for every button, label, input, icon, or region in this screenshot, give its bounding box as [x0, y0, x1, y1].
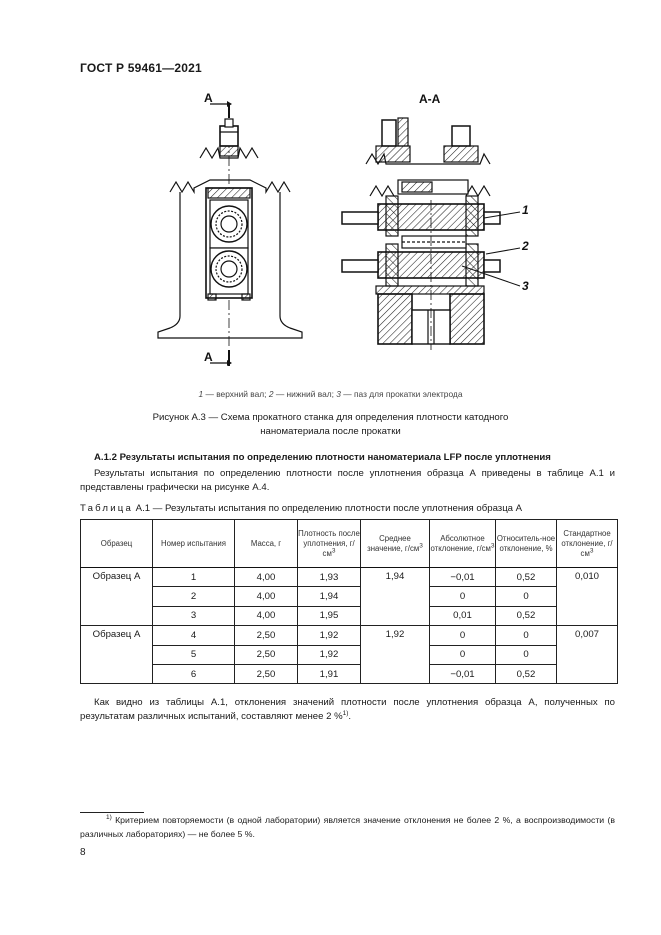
legend-text-2: — нижний вал;: [273, 389, 337, 399]
footnote-text: Критерием повторяемости (в одной лаборатории) является значение отклонения не более 2 %, а воспроизводимости (в различных лабораториях) — не более 5 %.: [80, 815, 615, 839]
sample-cell: Образец А: [81, 626, 153, 684]
figure-caption: Рисунок А.3 — Схема прокатного станка для определения плотности катодного наноматериала после прокатки: [152, 412, 509, 437]
page-number: 8: [80, 847, 86, 858]
section-mark-bottom: A: [204, 350, 213, 364]
density-cell: 1,91: [298, 664, 361, 683]
section-view-label: A-A: [419, 92, 441, 106]
abs-dev-cell: −0,01: [430, 568, 496, 587]
rel-dev-cell: 0,52: [496, 568, 557, 587]
rel-dev-cell: 0,52: [496, 606, 557, 625]
rel-dev-cell: 0,52: [496, 664, 557, 683]
mass-cell: 4,00: [235, 568, 298, 587]
density-cell: 1,92: [298, 645, 361, 664]
abs-dev-cell: 0: [430, 587, 496, 606]
test-number-cell: 6: [153, 664, 235, 683]
legend-num-2: 2: [268, 389, 274, 399]
col-std-dev: Стандартное отклонение, $г/см^3$: [557, 520, 618, 568]
standard-header: ГОСТ Р 59461—2021: [80, 61, 202, 75]
mass-cell: 2,50: [235, 626, 298, 645]
mass-cell: 2,50: [235, 664, 298, 683]
test-number-cell: 3: [153, 606, 235, 625]
col-density: Плотность после уплотнения, $г/см^3$: [298, 520, 361, 568]
results-paragraph: Результаты испытания по определению плотности после уплотнения образца А приведены в таблице А.1 и представлены графически на рисунке А.4.: [80, 468, 615, 493]
mass-cell: 4,00: [235, 606, 298, 625]
table-row: [81, 664, 618, 683]
col-abs-dev: Абсолютное отклонение, $г/см^3$: [430, 520, 496, 568]
col-rel-dev: Относитель-ное отклонение, %: [496, 520, 557, 568]
footnote-mark: 1): [106, 814, 112, 822]
mass-cell: 2,50: [235, 645, 298, 664]
footnote: [80, 814, 615, 841]
std-dev-cell: 0,010: [557, 568, 618, 626]
table-row: [81, 645, 618, 664]
test-number-cell: 2: [153, 587, 235, 606]
col-mean: Среднее значение, $г/см^3$: [361, 520, 430, 568]
test-number-cell: 4: [153, 626, 235, 645]
conclusion-text: Как видно из таблицы А.1, отклонения значений плотности после уплотнения образца А, полученных по результатам различных испытаний, составляют менее 2 %: [80, 697, 615, 722]
table-row: [81, 626, 618, 645]
density-cell: 1,93: [298, 568, 361, 587]
rel-dev-cell: 0: [496, 587, 557, 606]
density-cell: 1,94: [298, 587, 361, 606]
footnote-reference[interactable]: 1): [342, 709, 349, 717]
mean-cell: 1,92: [361, 626, 430, 684]
legend-num-1: 1: [198, 389, 204, 399]
col-sample: Образец: [81, 520, 153, 568]
mean-cell: 1,94: [361, 568, 430, 626]
conclusion-paragraph: [80, 696, 615, 724]
sample-cell: Образец А: [81, 568, 153, 626]
conclusion-end: .: [348, 711, 352, 722]
abs-dev-cell: −0,01: [430, 664, 496, 683]
legend-num-3: 3: [336, 389, 341, 399]
legend-text-1: — верхний вал;: [203, 389, 269, 399]
callout-1: 1: [522, 203, 529, 217]
table-title: [80, 503, 522, 514]
test-number-cell: 1: [153, 568, 235, 587]
test-number-cell: 5: [153, 645, 235, 664]
table-row: [81, 587, 618, 606]
std-dev-cell: 0,007: [557, 626, 618, 684]
figure-legend: [0, 389, 661, 399]
col-mass: Масса, г: [235, 520, 298, 568]
abs-dev-cell: 0: [430, 645, 496, 664]
table-header-row: [81, 520, 618, 568]
abs-dev-cell: 0,01: [430, 606, 496, 625]
table-title-prefix: Таблица: [80, 503, 134, 514]
density-cell: 1,95: [298, 606, 361, 625]
section-heading: A.1.2 Результаты испытания по определению плотности наноматериала LFP после уплотнения: [94, 452, 551, 463]
density-cell: 1,92: [298, 626, 361, 645]
abs-dev-cell: 0: [430, 626, 496, 645]
col-test-number: Номер испытания: [153, 520, 235, 568]
table-row: [81, 606, 618, 625]
callout-3: 3: [522, 279, 529, 293]
rolling-mill-schematic: [150, 88, 550, 384]
legend-text-3: — паз для прокатки электрода: [340, 389, 463, 399]
results-table: [80, 519, 618, 684]
footnote-divider: [80, 812, 144, 813]
mass-cell: 4,00: [235, 587, 298, 606]
callout-2: 2: [522, 239, 529, 253]
table-row: [81, 568, 618, 587]
rel-dev-cell: 0: [496, 645, 557, 664]
section-mark-top: A: [204, 91, 213, 105]
table-title-text: А.1 — Результаты испытания по определению плотности после уплотнения образца А: [133, 503, 523, 514]
rel-dev-cell: 0: [496, 626, 557, 645]
